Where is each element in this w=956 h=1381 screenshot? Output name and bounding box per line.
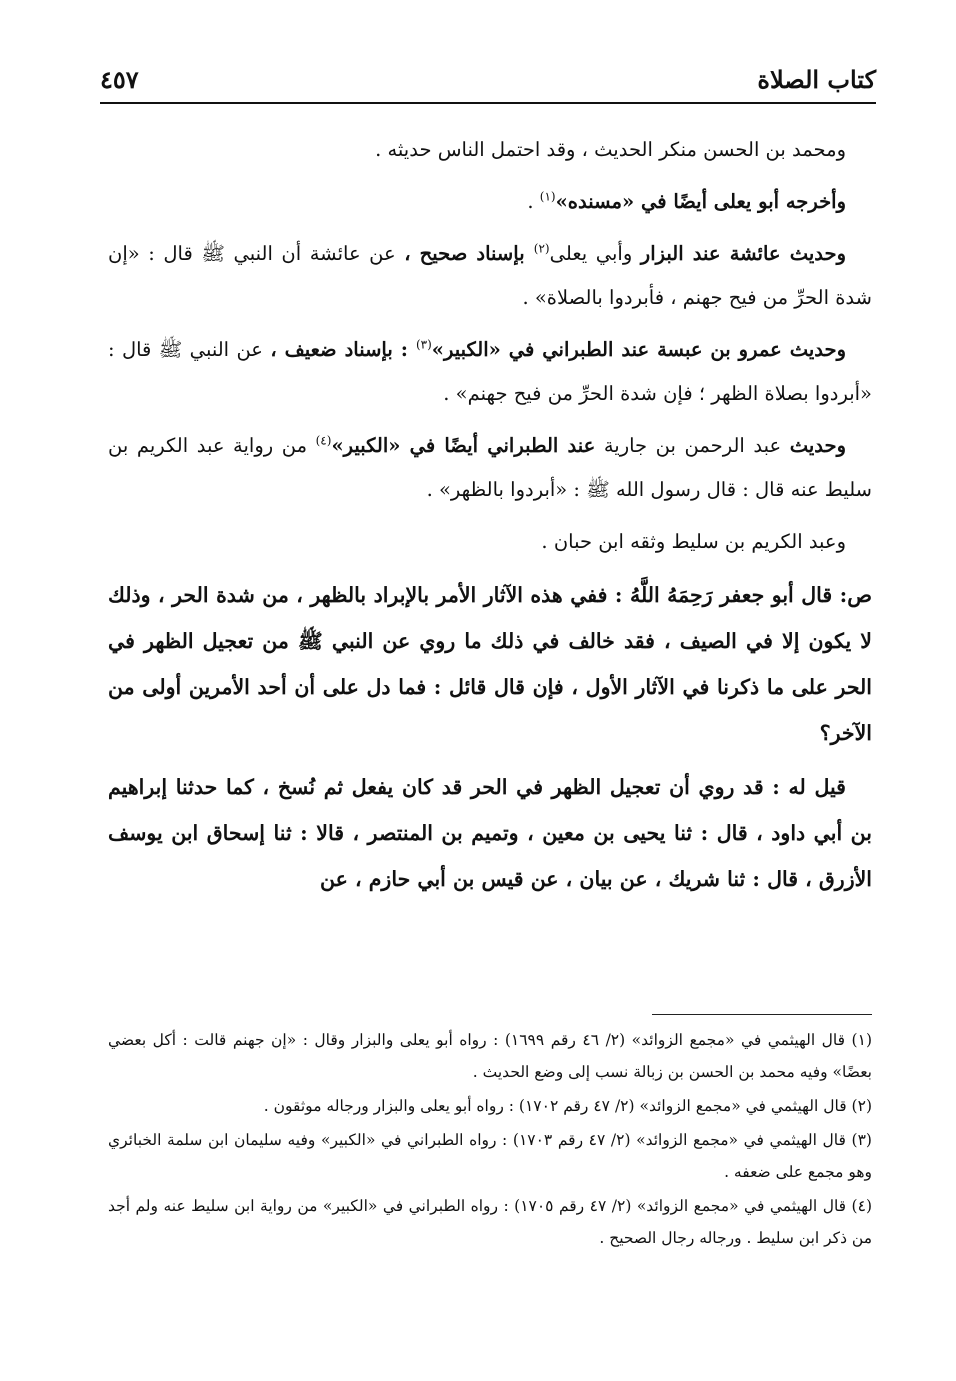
footnote-ref-2: (٢) [533,241,550,256]
running-head: كتاب الصلاة [757,65,876,94]
footnotes [108,1024,872,1254]
page-number: ٤٥٧ [100,65,139,94]
paragraph-3-bold-2: بإسناد صحيح ، [404,242,534,265]
paragraph-2-bold: وأخرجه أبو يعلى أيضًا في «مسنده» [555,190,846,213]
paragraph-2 [108,180,872,224]
paragraph-3 [108,232,872,320]
paragraph-1: ومحمد بن الحسن منكر الحديث ، وقد احتمل الناس حديثه . [375,138,846,161]
paragraph-2-tail: . [527,190,540,213]
page-header [100,62,876,104]
paragraph-5-bold-1: وحديث [789,434,847,457]
paragraph-3-bold-1: وحديث عائشة عند البزار [640,242,846,265]
paragraph-4 [108,328,872,416]
paragraph-5 [108,424,872,512]
footnote-ref-1: (١) [539,189,556,204]
paragraph-5-mid: عبد الرحمن بن جارية [595,434,790,457]
paragraph-5-tail: من رواية عبد الكريم بن سليط عنه قال : قال رسول الله ﷺ : «أبردوا بالظهر» . [108,434,872,501]
footnote-4: (٤) قال الهيثمي في «مجمع الزوائد» (٢/ ٤٧ رقم ١٧٠٥) : رواه الطبراني في «الكبير» من رواية ابن سليط عنه ولم أجد من ذكر ابن سليط . ورجاله رجال الصحيح . [108,1197,872,1247]
footnote-3: (٣) قال الهيثمي في «مجمع الزوائد» (٢/ ٤٧ رقم ١٧٠٣) : رواه الطبراني في «الكبير» وفيه سليمان ابن سلمة الخبائري وهو مجمع على ضعفه . [108,1131,872,1181]
paragraph-5-bold-2: عند الطبراني أيضًا في «الكبير» [331,434,596,457]
paragraph-7: ص: قال أبو جعفر رَحِمَهُ اللَّهُ : ففي هذه الآثار الأمر بالإبراد بالظهر ، من شدة الحر ، وذلك لا يكون إلا في الصيف ، فقد خالف في ذلك ما روي عن النبي ﷺ من تعجيل الظهر في الحر على ما ذكرنا في الآثار الأول ، فإن قال قائل : فما دل على أن أحد الأمرين أولى من الآخر؟ [108,583,872,745]
main-text [108,128,872,902]
paragraph-4-bold-1: وحديث عمرو بن عبسة عند الطبراني في «الكبير» [431,338,846,361]
paragraph-4-bold-2: : بإسناد ضعيف ، [270,338,416,361]
paragraph-3-mid: وأبي يعلى [549,242,641,265]
paragraph-3-tail: عن عائشة أن النبي ﷺ قال : «إن شدة الحرِّ من فيح جهنم ، فأبردوا بالصلاة» . [108,242,872,309]
footnote-2: (٢) قال الهيثمي في «مجمع الزوائد» (٢/ ٤٧ رقم ١٧٠٢) : رواه أبو يعلى والبزار ورجاله موثقون . [263,1097,872,1115]
paragraph-8: قيل له : قد روي أن تعجيل الظهر في الحر قد كان يفعل ثم نُسخ ، كما حدثنا إبراهيم بن أبي داود ، قال : ثنا يحيى بن معين ، وتميم بن المنتصر ، قالا : ثنا إسحاق ابن يوسف الأزرق ، قال : ثنا شريك ، عن بيان ، عن قيس بن أبي حازم ، عن [108,775,872,891]
paragraph-6: وعبد الكريم بن سليط وثقه ابن حبان . [541,530,846,553]
footnote-ref-4: (٤) [315,433,332,448]
footnote-ref-3: (٣) [415,337,432,352]
paragraph-4-tail: عن النبي ﷺ قال : «أبردوا بصلاة الظهر ؛ فإن شدة الحرِّ من فيح جهنم» . [108,338,872,405]
footnote-1: (١) قال الهيثمي في «مجمع الزوائد» (٢/ ٤٦ رقم ١٦٩٩) : رواه أبو يعلى والبزار وقال : «إن جهنم قالت : أكل بعضي بعضًا» وفيه محمد بن الحسن بن زبالة نسب إلى وضع الحديث . [108,1031,872,1081]
footnote-separator [652,1014,872,1015]
